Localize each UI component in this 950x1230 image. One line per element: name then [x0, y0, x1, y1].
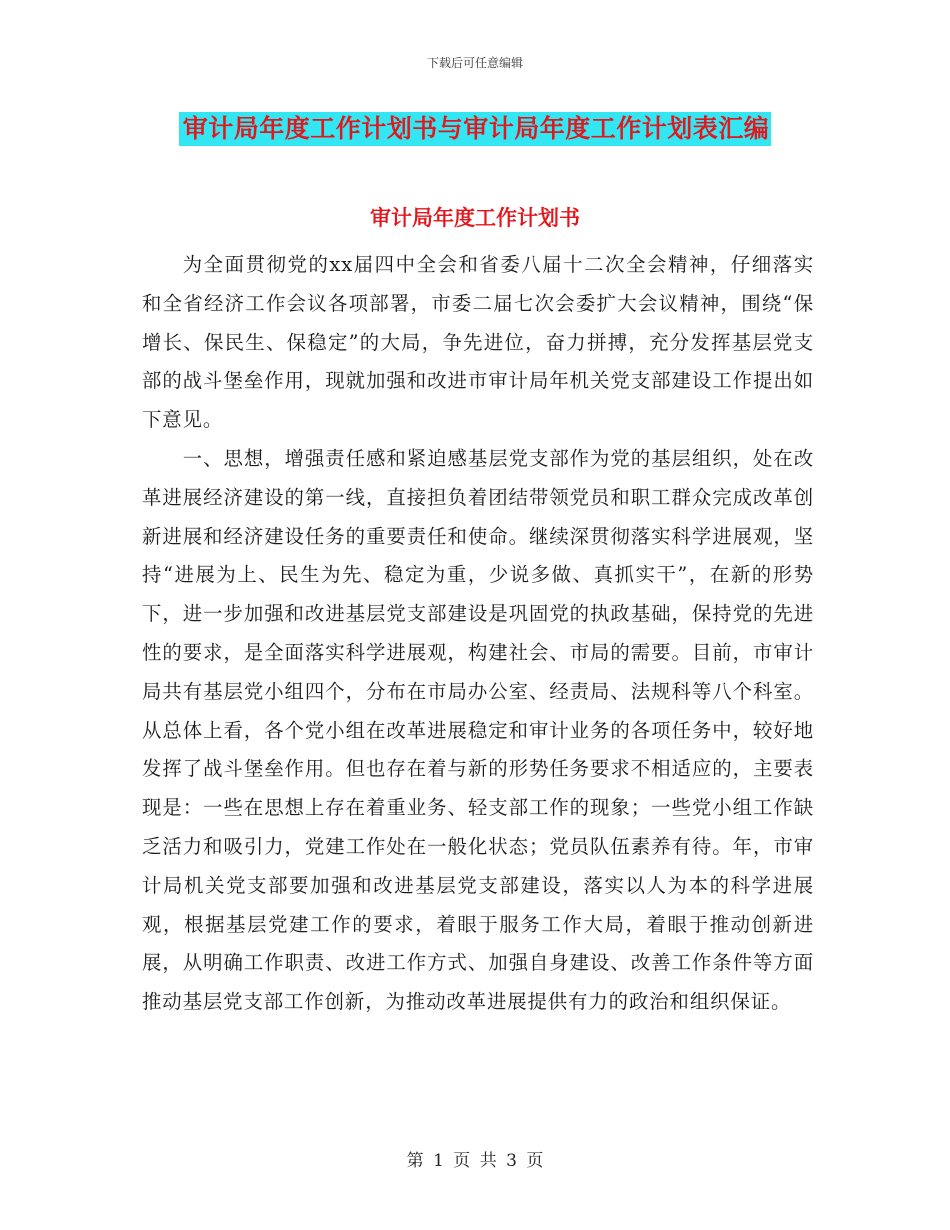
- page-header-note: 下载后可任意编辑: [426, 56, 523, 70]
- document-title: 审计局年度工作计划书与审计局年度工作计划表汇编: [179, 112, 772, 146]
- page-number: 第 1 页 共 3 页: [406, 1151, 544, 1171]
- paragraph: 为全面贯彻党的xx届四中全会和省委八届十二次全会精神，仔细落实和全省经济工作会议各项部署，市委二届七次会委扩大会议精神，围绕“保增长、保民生、保稳定”的大局，争先进位，奋力拼搏，充分发挥基层党支部的战斗堡垒作用，现就加强和改进市审计局年机关党支部建设工作提出如下意见。: [142, 253, 814, 432]
- paragraph: 一、思想，增强责任感和紧迫感基层党支部作为党的基层组织，处在改革进展经济建设的第一线，直接担负着团结带领党员和职工群众完成改革创新进展和经济建设任务的重要责任和使命。继续深贯彻落实科学进展观，坚持“进展为上、民生为先、稳定为重，少说多做、真抓实干”，在新的形势下，进一步加强和改进基层党支部建设是巩固党的执政基础，保持党的先进性的要求，是全面落实科学进展观，构建社会、市局的需要。目前，市审计局共有基层党小组四个，分布在市局办公室、经责局、法规科等八个科室。从总体上看，各个党小组在改革进展稳定和审计业务的各项任务中，较好地发挥了战斗堡垒作用。但也存在着与新的形势任务要求不相适应的，主要表现是：一些在思想上存在着重业务、轻支部工作的现象；一些党小组工作缺乏活力和吸引力，党建工作处在一般化状态；党员队伍素养有待。年，市审计局机关党支部要加强和改进基层党支部建设，落实以人为本的科学进展观，根据基层党建工作的要求，着眼于服务工作大局，着眼于推动创新进展，从明确工作职责、改进工作方式、加强自身建设、改善工作条件等方面推动基层党支部工作创新，为推动改革进展提供有力的政治和组织保证。: [142, 446, 814, 1014]
- section-title: 审计局年度工作计划书: [370, 206, 580, 230]
- document-body: [142, 246, 814, 1022]
- document-title-container: [0, 112, 950, 146]
